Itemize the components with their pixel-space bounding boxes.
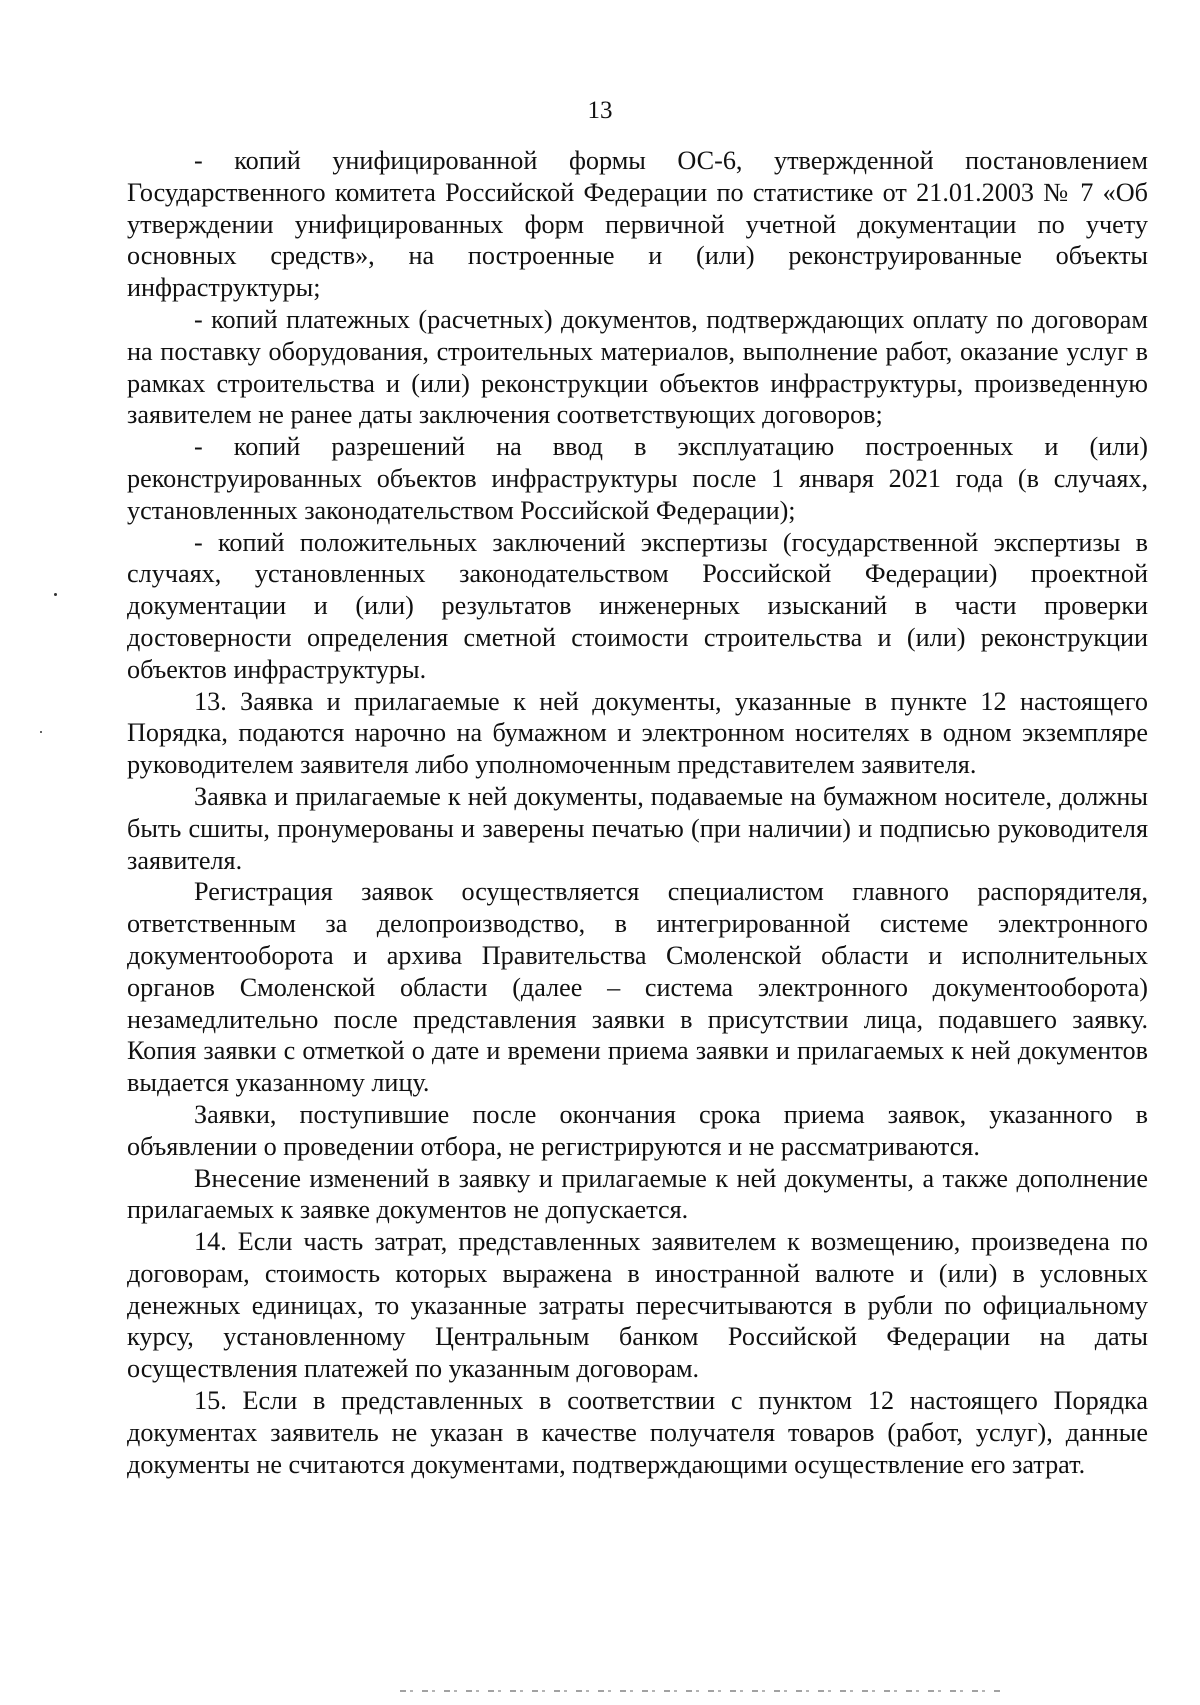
paragraph-os6-copies: - копий унифицированной формы ОС-6, утвержденной постановлением Государственного комитета Российской Федерации по статистике от 21.01.2003 № 7 «Об утверждении унифицированных форм первичной учетной документации по учету основных средств», на построенные и (или) реконструированные объекты инфраструктуры; [127,146,1148,303]
scan-edge-artifact [400,1690,1000,1692]
page-number: 13 [587,97,613,124]
paragraph-item-13: 13. Заявка и прилагаемые к ней документы, указанные в пункте 12 настоящего Порядка, подаются нарочно на бумажном и электронном носителях в одном экземпляре руководителем заявителя либо уполномоченным представителем заявителя. [127,686,1148,780]
document-body [127,145,1148,1480]
scan-speck [54,593,57,596]
paragraph-item-14: 14. Если часть затрат, представленных заявителем к возмещению, произведена по договорам, стоимость которых выражена в иностранной валюте и (или) в условных денежных единицах, то указанные затраты пересчитываются в рубли по официальному курсу, установленному Центральным банком Российской Федерации на даты осуществления платежей по указанным договорам. [127,1227,1148,1384]
paragraph-item-15: 15. Если в представленных в соответствии с пунктом 12 настоящего Порядка документах заявитель не указан в качестве получателя товаров (работ, услуг), данные документы не считаются документами, подтверждающими осуществление его затрат. [127,1386,1148,1479]
paragraph-payment-documents: - копий платежных (расчетных) документов, подтверждающих оплату по договорам на поставку оборудования, строительных материалов, выполнение работ, оказание услуг в рамках строительства и (или) реконструкции объектов инфраструктуры, произведенную заявителем не ранее даты заключения соответствующих договоров; [127,304,1148,430]
paragraph-no-changes: Внесение изменений в заявку и прилагаемые к ней документы, а также дополнение прилагаемых к заявке документов не допускается. [127,1163,1148,1225]
paragraph-commissioning-permits: - копий разрешений на ввод в эксплуатацию построенных и (или) реконструированных объектов инфраструктуры после 1 января 2021 года (в случаях, установленных законодательством Российской Федерации); [127,432,1148,525]
scan-speck [40,731,42,733]
paragraph-paper-submission: Заявка и прилагаемые к ней документы, подаваемые на бумажном носителе, должны быть сшиты, пронумерованы и заверены печатью (при наличии) и подписью руководителя заявителя. [127,781,1148,875]
paragraph-expertise-conclusions: - копий положительных заключений экспертизы (государственной экспертизы в случаях, установленных законодательством Российской Федерации) проектной документации и (или) результатов инженерных изысканий в части проверки достоверности определения сметной стоимости строительства и (или) реконструкции объектов инфраструктуры. [127,527,1148,684]
paragraph-registration: Регистрация заявок осуществляется специалистом главного распорядителя, ответственным за делопроизводство, в интегрированной системе электронного документооборота и архива Правительства Смоленской области и исполнительных органов Смоленской области (далее – система электронного документооборота) незамедлительно после представления заявки в присутствии лица, подавшего заявку. Копия заявки с отметкой о дате и времени приема заявки и прилагаемых к ней документов выдается указанному лицу. [127,877,1148,1098]
paragraph-late-applications: Заявки, поступившие после окончания срока приема заявок, указанного в объявлении о проведении отбора, не регистрируются и не рассматриваются. [127,1099,1148,1161]
